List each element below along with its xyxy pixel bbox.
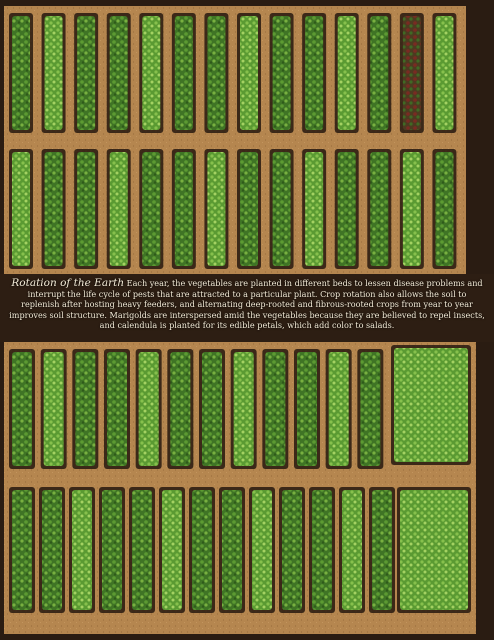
garden-bed-r2-11-plants	[338, 152, 356, 266]
lower-bed-2-plants	[44, 352, 64, 466]
garden-bed-r2-6-plants	[175, 152, 193, 266]
garden-bed-4-plants	[110, 16, 128, 130]
garden-bed-r2-12-plants	[370, 152, 388, 266]
garden-bed-5-plants	[142, 16, 160, 130]
bottom-bed-3-plants	[72, 490, 92, 610]
garden-bed-2-plants	[45, 16, 63, 130]
garden-bed-r2-7-plants	[207, 152, 225, 266]
garden-bed-r2-4-plants	[110, 152, 128, 266]
lower-row-beds	[9, 345, 471, 469]
garden-bed-6-plants	[175, 16, 193, 130]
caption-body: Each year, the vegetables are planted in different beds to lessen disease problems and interrupt the life cycle of pests that are attracted to a particular plant. Crop rotation also allows the soil to replenish after hosting heavy feeders, and alternating deep-rooted and fibrous-rooted crops from year to year improves soil structure. Marigolds are interspersed amid the vegetables because they are believed to repel insects, and calendula is planted for its edible petals, which add color to salads.	[9, 278, 485, 331]
garden-bed-r2-8-plants	[240, 152, 258, 266]
bottom-bed-10-plants	[282, 490, 302, 610]
garden-bed-9-plants	[273, 16, 291, 130]
bottom-bed-11-plants	[312, 490, 332, 610]
lower-bed-11-plants	[329, 352, 349, 466]
garden-bed-r2-9-plants	[273, 152, 291, 266]
garden-bed-r2-5-plants	[142, 152, 160, 266]
garden-bed-10-plants	[305, 16, 323, 130]
garden-bed-8-plants	[240, 16, 258, 130]
lower-bed-4-plants	[107, 352, 127, 466]
garden-bed-r2-10-plants	[305, 152, 323, 266]
lower-bed-8-plants	[234, 352, 254, 466]
bottom-bed-4-plants	[102, 490, 122, 610]
lower-bed-1-plants	[12, 352, 32, 466]
bottom-row-beds	[9, 487, 471, 613]
garden-bed-14-plants	[435, 16, 453, 130]
bottom-bed-2-plants	[42, 490, 62, 610]
garden-bed-13-plants	[403, 16, 421, 130]
lower-bed-wide-plants	[394, 348, 468, 462]
lower-bed-9-plants	[265, 352, 285, 466]
garden-bed-3-plants	[77, 16, 95, 130]
garden-bed-r2-13-plants	[403, 152, 421, 266]
lower-bed-7-plants	[202, 352, 222, 466]
bottom-bed-8-plants	[222, 490, 242, 610]
garden-bed-r2-3-plants	[77, 152, 95, 266]
bottom-bed-9-plants	[252, 490, 272, 610]
bottom-bed-1-plants	[12, 490, 32, 610]
garden-bed-r2-14-plants	[435, 152, 453, 266]
bottom-bed-wide-plants	[400, 490, 468, 610]
top-garden-soil	[4, 6, 466, 274]
bottom-bed-5-plants	[132, 490, 152, 610]
bottom-bed-6-plants	[162, 490, 182, 610]
bottom-bed-12-plants	[342, 490, 362, 610]
lower-bed-5-plants	[139, 352, 159, 466]
lower-bed-12-plants	[360, 352, 380, 466]
garden-bed-7-plants	[207, 16, 225, 130]
garden-bed-r2-1-plants	[12, 152, 30, 266]
garden-bed-12-plants	[370, 16, 388, 130]
lower-bed-3-plants	[75, 352, 95, 466]
bottom-bed-13-plants	[372, 490, 392, 610]
garden-bed-r2-2-plants	[45, 152, 63, 266]
caption-title: Rotation of the Earth	[11, 277, 125, 289]
lower-bed-10-plants	[297, 352, 317, 466]
bottom-bed-7-plants	[192, 490, 212, 610]
garden-bed-1-plants	[12, 16, 30, 130]
lower-bed-6-plants	[170, 352, 190, 466]
garden-bed-11-plants	[338, 16, 356, 130]
caption-text	[8, 278, 486, 340]
